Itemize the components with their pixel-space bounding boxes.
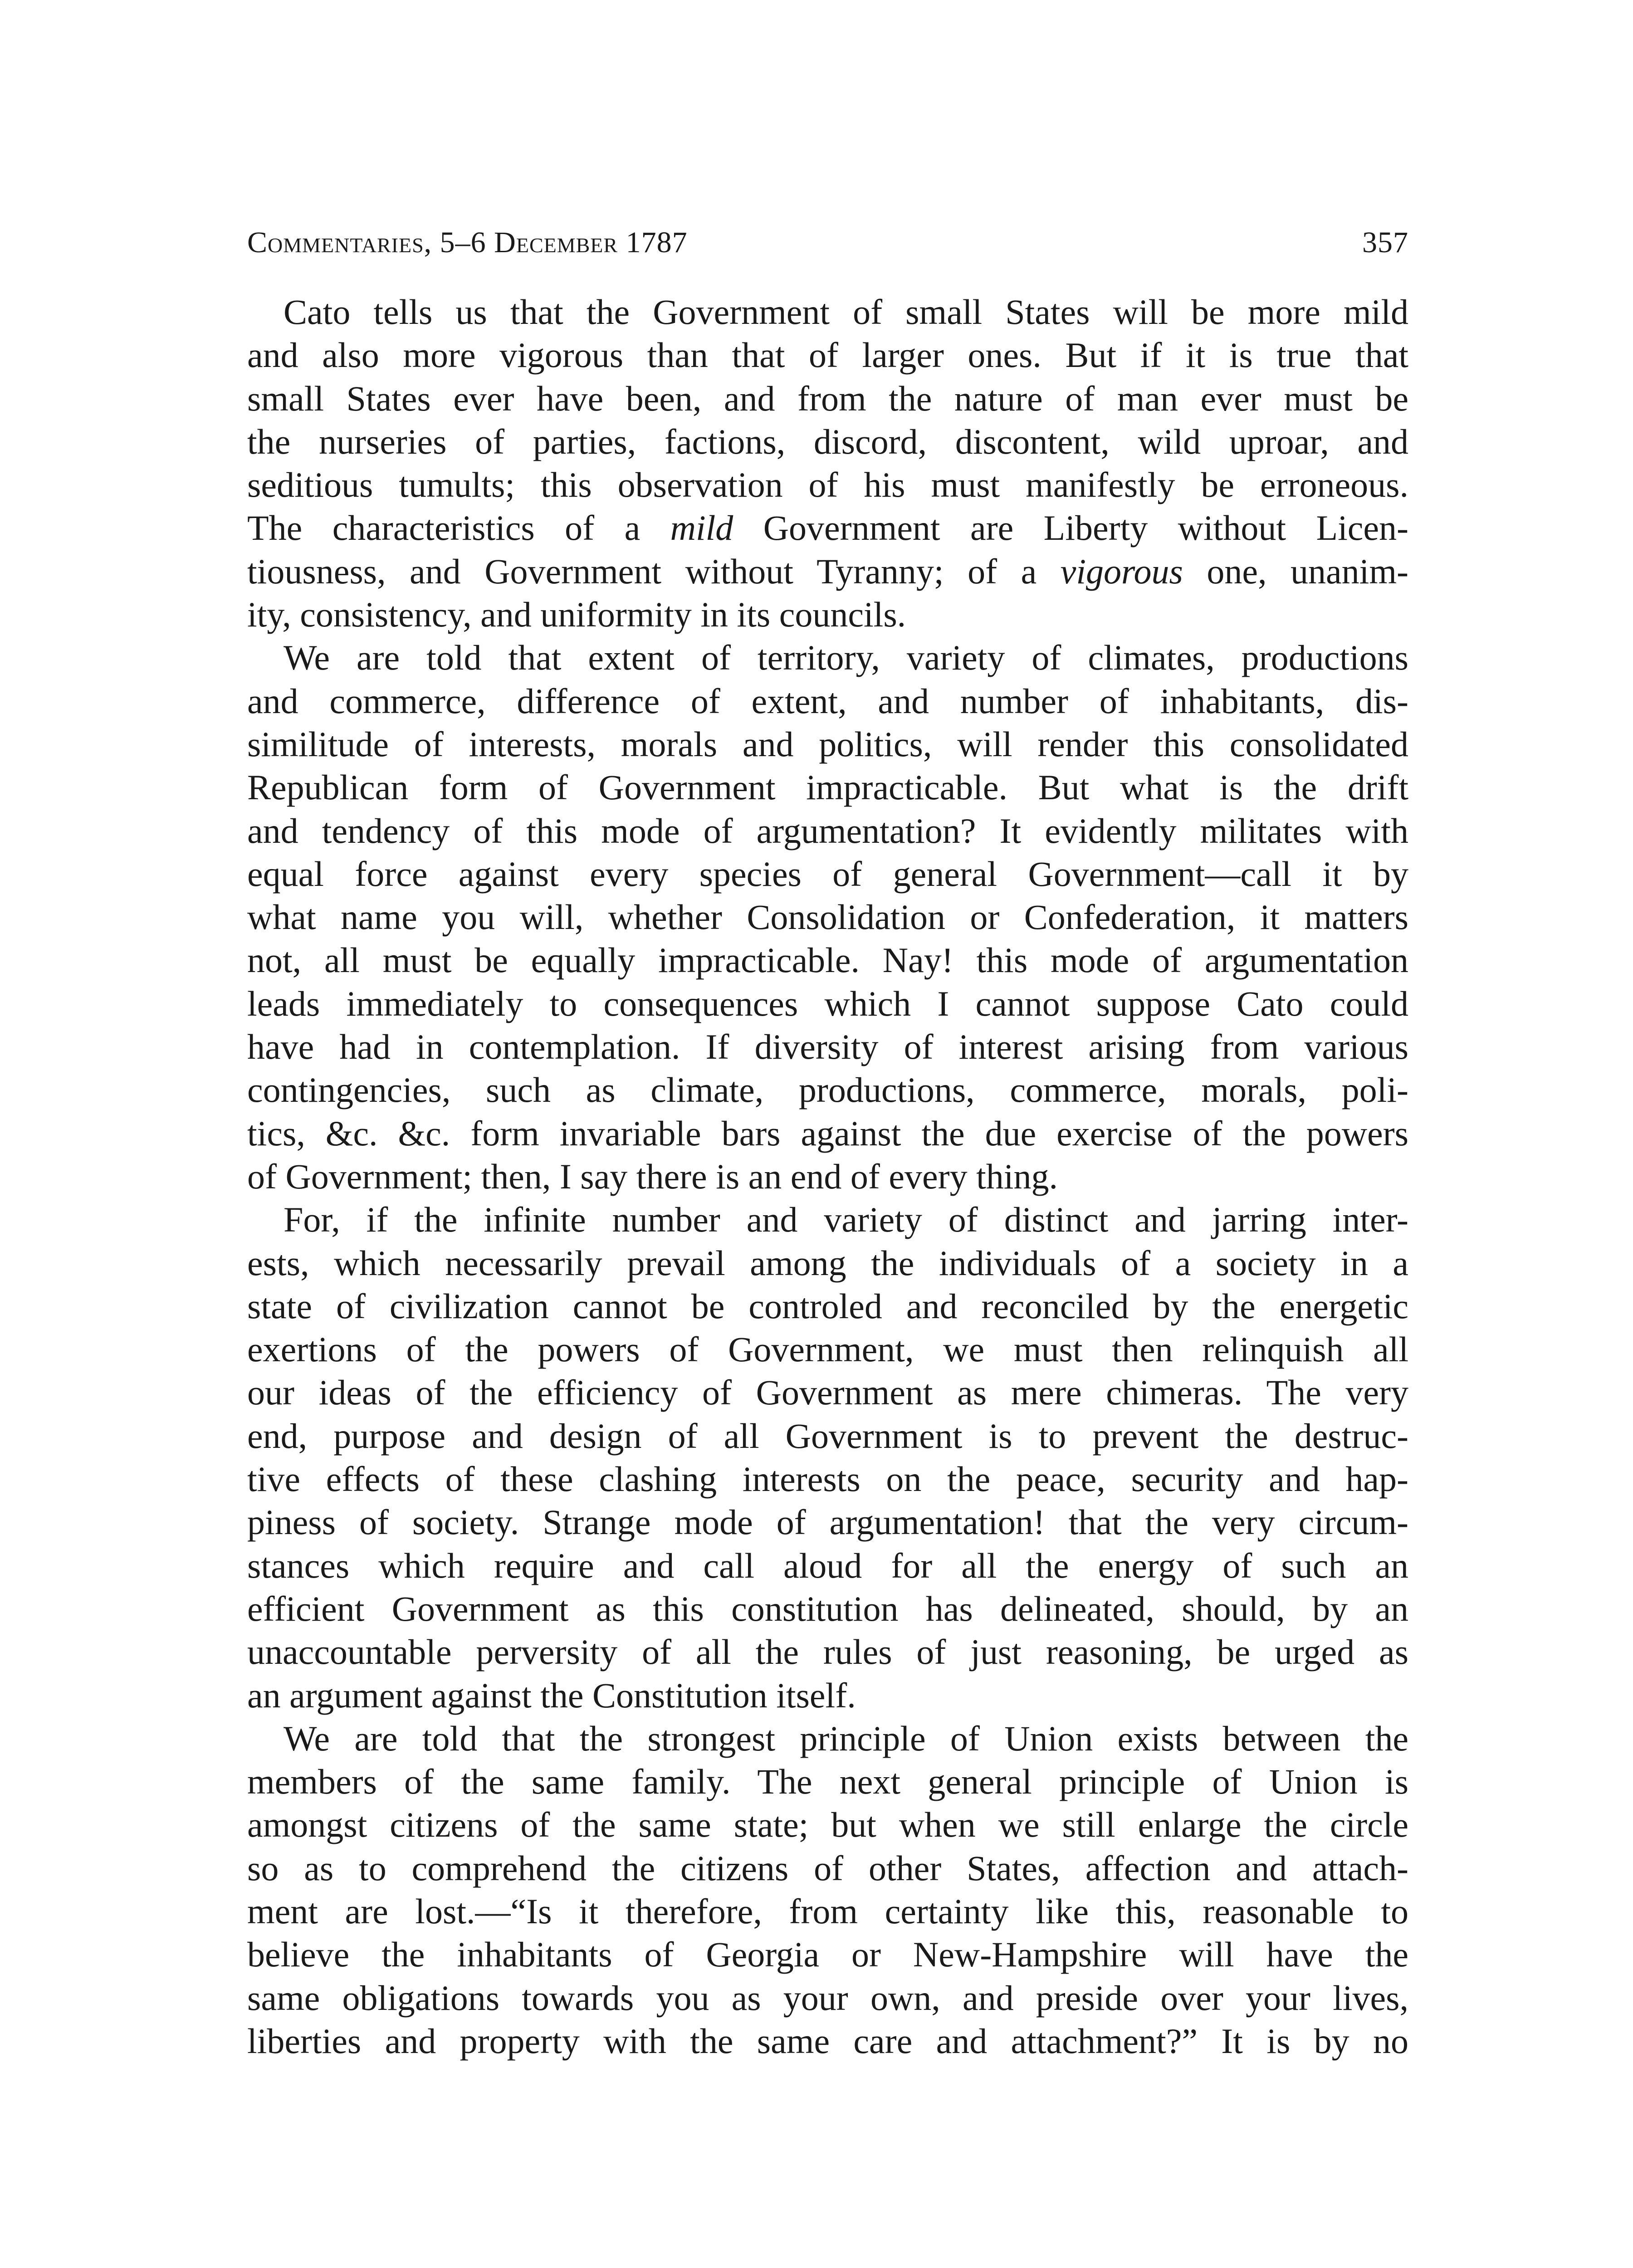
text-line: have had in contemplation. If diversity of interest arising from various [247,1027,1408,1067]
text-line: ment are lost.—“Is it therefore, from certainty like this, reasonable to [247,1891,1408,1931]
text-line: similitude of interests, morals and politics, will render this consolidated [247,724,1408,764]
text-line: believe the inhabitants of Georgia or New-Hampshire will have the [247,1935,1408,1975]
text-line: piness of society. Strange mode of argumentation! that the very circum- [247,1502,1408,1542]
text-line: members of the same family. The next general principle of Union is [247,1762,1408,1802]
paragraph [247,290,1408,636]
text-line: We are told that extent of territory, variety of climates, productions [284,638,1408,678]
text-line: exertions of the powers of Government, we must then relinquish all [247,1330,1408,1369]
italic-word: vigorous [1060,551,1183,591]
text-line [247,506,1408,549]
text-line: small States ever have been, and from the nature of man ever must be [247,378,1408,418]
text-segment: Government are Liberty without Licen- [733,508,1408,548]
text-line: and commerce, difference of extent, and number of inhabitants, dis- [247,681,1408,721]
document-page [247,222,1408,2063]
text-line: unaccountable perversity of all the rules of just reasoning, be urged as [247,1632,1408,1672]
text-line: not, all must be equally impracticable. Nay! this mode of argumentation [247,940,1408,980]
text-line: We are told that the strongest principle of Union exists between the [284,1718,1408,1758]
text-line: so as to comprehend the citizens of other States, affection and attach- [247,1848,1408,1888]
text-line: our ideas of the efficiency of Government as mere chimeras. The very [247,1373,1408,1413]
text-segment: The characteristics of a [247,508,670,548]
text-segment: tiousness, and Government without Tyranny; of a [247,551,1061,591]
running-title: Commentaries, 5–6 December 1787 [247,226,688,259]
running-header [247,222,1408,263]
text-line: leads immediately to consequences which I cannot suppose Cato could [247,983,1408,1023]
paragraph [247,1717,1408,2063]
text-line: tive effects of these clashing interests on the peace, security and hap- [247,1459,1408,1499]
text-line: the nurseries of parties, factions, discord, discontent, wild uproar, and [247,421,1408,461]
text-line: contingencies, such as climate, productions, commerce, morals, poli- [247,1070,1408,1110]
text-line: ity, consistency, and uniformity in its councils. [247,595,906,635]
text-line: an argument against the Constitution itself. [247,1675,856,1715]
text-line: tics, &c. &c. form invariable bars against the due exercise of the powers [247,1113,1408,1153]
text-line [247,550,1408,593]
body-text [247,290,1408,2063]
text-line: For, if the infinite number and variety of distinct and jarring inter- [284,1200,1408,1240]
text-segment: one, unanim- [1183,551,1408,591]
text-line: liberties and property with the same care and attachment?” It is by no [247,2021,1408,2061]
text-line: seditious tumults; this observation of his must manifestly be erroneous. [247,465,1408,505]
text-line: ests, which necessarily prevail among the individuals of a society in a [247,1243,1408,1283]
text-line: stances which require and call aloud for all the energy of such an [247,1545,1408,1585]
paragraph [247,1198,1408,1717]
text-line: end, purpose and design of all Government is to prevent the destruc- [247,1416,1408,1456]
paragraph [247,636,1408,1198]
text-line: Cato tells us that the Government of small States will be more mild [284,292,1408,332]
text-line: and tendency of this mode of argumentation? It evidently militates with [247,811,1408,850]
text-line: what name you will, whether Consolidation or Confederation, it matters [247,897,1408,937]
text-line: of Government; then, I say there is an end of every thing. [247,1156,1058,1196]
text-line: Republican form of Government impracticable. But what is the drift [247,767,1408,807]
italic-word: mild [670,508,733,548]
text-line: same obligations towards you as your own, and preside over your lives, [247,1978,1408,2018]
text-line: equal force against every species of general Government—call it by [247,854,1408,894]
text-line: and also more vigorous than that of larger ones. But if it is true that [247,335,1408,375]
page-number: 357 [1362,226,1408,259]
text-line: amongst citizens of the same state; but when we still enlarge the circle [247,1805,1408,1845]
text-line: efficient Government as this constitution has delineated, should, by an [247,1589,1408,1628]
text-line: state of civilization cannot be controled and reconciled by the energetic [247,1286,1408,1326]
